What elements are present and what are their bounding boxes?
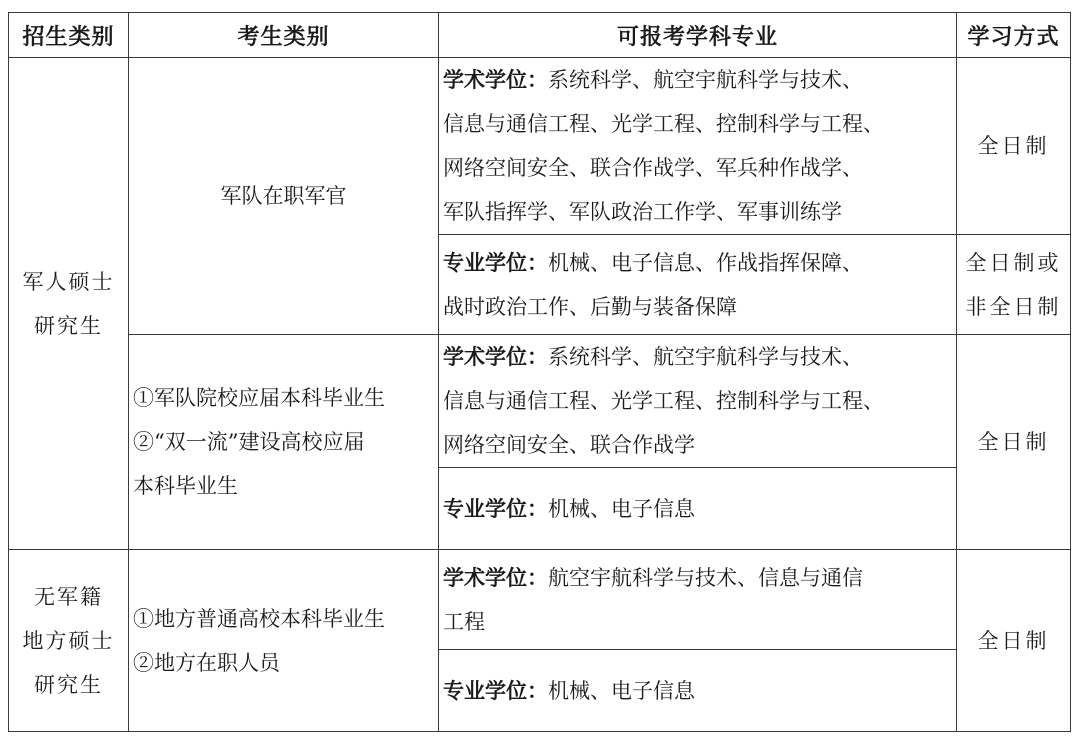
degree-label: 专业学位： <box>443 250 548 275</box>
candidate-cell-graduates <box>129 335 439 550</box>
header-majors: 可报考学科专业 <box>439 13 957 58</box>
majors-cell <box>439 468 957 550</box>
mode-line: 全日制或 <box>965 250 1062 275</box>
degree-label: 学术学位： <box>443 68 548 92</box>
majors-line: 工程 <box>443 609 485 634</box>
majors-cell <box>439 650 957 732</box>
category-line: 地方硕士 <box>22 628 115 653</box>
candidate-line: ②“双一流”建设高校应届 <box>133 430 365 454</box>
header-mode: 学习方式 <box>957 13 1071 58</box>
degree-label: 专业学位： <box>443 496 548 521</box>
category-line: 研究生 <box>34 672 103 697</box>
majors-line: 系统科学、航空宇航科学与技术、 <box>548 345 863 369</box>
majors-line: 网络空间安全、联合作战学、军兵种作战学、 <box>443 156 863 180</box>
header-candidate: 考生类别 <box>129 13 439 58</box>
majors-line: 航空宇航科学与技术、信息与通信 <box>548 565 863 590</box>
mode-line: 非全日制 <box>965 294 1062 319</box>
mode-cell <box>957 550 1071 732</box>
majors-line: 机械、电子信息、作战指挥保障、 <box>548 250 863 275</box>
mode-cell <box>957 235 1071 335</box>
majors-cell <box>439 550 957 650</box>
header-row <box>9 13 1071 58</box>
degree-label: 学术学位： <box>443 345 548 369</box>
candidate-line: ①地方普通高校本科毕业生 <box>133 606 385 631</box>
majors-line: 军队指挥学、军队政治工作学、军事训练学 <box>443 200 842 224</box>
candidate-line: 军队在职军官 <box>220 184 347 208</box>
candidate-line: 本科毕业生 <box>133 474 238 498</box>
majors-line: 网络空间安全、联合作战学 <box>443 433 695 457</box>
table-row <box>9 550 1071 650</box>
majors-line: 机械、电子信息 <box>548 496 695 521</box>
mode-line: 全日制 <box>977 628 1050 653</box>
majors-line: 战时政治工作、后勤与装备保障 <box>443 294 737 319</box>
candidate-line: ②地方在职人员 <box>133 650 280 675</box>
majors-line: 信息与通信工程、光学工程、控制科学与工程、 <box>443 389 884 413</box>
category-cell-civilian <box>9 550 129 732</box>
table-row <box>9 335 1071 468</box>
majors-cell <box>439 335 957 468</box>
mode-cell <box>957 58 1071 235</box>
category-line: 军人硕士 <box>22 269 115 294</box>
majors-cell <box>439 58 957 235</box>
admissions-table <box>8 12 1071 732</box>
header-category: 招生类别 <box>9 13 129 58</box>
category-line: 无军籍 <box>34 584 103 609</box>
candidate-cell-serving-officers <box>129 58 439 335</box>
majors-line: 系统科学、航空宇航科学与技术、 <box>548 68 863 92</box>
mode-line: 全日制 <box>977 134 1050 158</box>
table-row <box>9 58 1071 235</box>
majors-cell <box>439 235 957 335</box>
degree-label: 学术学位： <box>443 565 548 590</box>
candidate-cell-civilian <box>129 550 439 732</box>
majors-line: 机械、电子信息 <box>548 678 695 703</box>
mode-line: 全日制 <box>977 430 1050 454</box>
majors-line: 信息与通信工程、光学工程、控制科学与工程、 <box>443 112 884 136</box>
degree-label: 专业学位： <box>443 678 548 703</box>
mode-cell <box>957 335 1071 550</box>
candidate-line: ①军队院校应届本科毕业生 <box>133 386 385 410</box>
category-line: 研究生 <box>34 313 103 338</box>
category-cell-military <box>9 58 129 550</box>
